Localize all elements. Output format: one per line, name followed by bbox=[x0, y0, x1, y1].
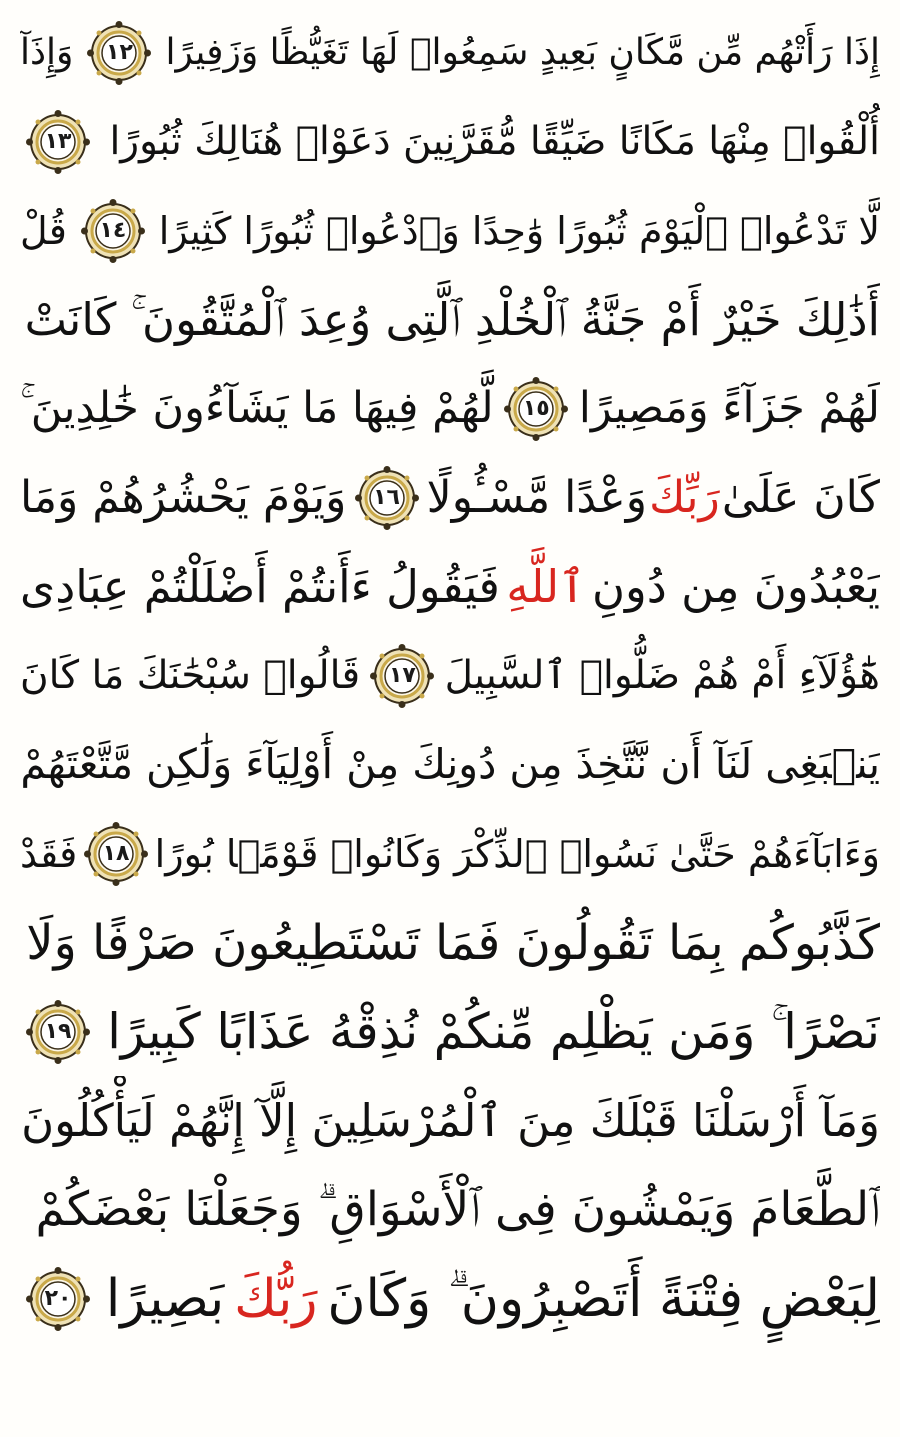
verse-line bbox=[20, 453, 880, 542]
verse-text: ٱلطَّعَامَ وَيَمْشُونَ فِى ٱلْأَسْوَاقِ ۗ وَجَعَلْنَا بَعْضَكُمْ bbox=[35, 1182, 880, 1237]
verse-line bbox=[20, 1254, 880, 1343]
verse-text: يَنۢبَغِى لَنَآ أَن نَّتَّخِذَ مِن دُونِكَ مِنْ أَوْلِيَآءَ وَلَٰكِن مَّتَّعْتَهُمْ bbox=[20, 740, 880, 788]
ayah-end-rosette-icon bbox=[81, 199, 145, 263]
verse-line bbox=[20, 186, 880, 275]
verse-line bbox=[20, 720, 880, 809]
ayah-number: ١٣ bbox=[44, 129, 72, 154]
verse-text: وَإِذَآ bbox=[20, 31, 74, 73]
verse-text: فَقَدْ bbox=[20, 831, 78, 876]
ayah-number: ٢٠ bbox=[44, 1286, 72, 1311]
ayah-end-rosette-icon bbox=[26, 1000, 90, 1064]
verse-line bbox=[20, 542, 880, 631]
verse-line bbox=[20, 898, 880, 987]
verse-text: قَالُوا۟ سُبْحَٰنَكَ مَا كَانَ bbox=[20, 653, 361, 698]
verse-text: لَهُمْ جَزَآءً وَمَصِيرًا bbox=[578, 383, 880, 433]
divine-name-text: رَبِّكَ bbox=[649, 471, 720, 523]
verse-line bbox=[20, 631, 880, 720]
ayah-number: ١٩ bbox=[44, 1019, 72, 1044]
verse-text: نَصْرًا ۚ وَمَن يَظْلِم مِّنكُمْ نُذِقْهُ عَذَابًا كَبِيرًا bbox=[107, 1003, 880, 1060]
ayah-number: ١٨ bbox=[102, 841, 130, 866]
ayah-number: ١٤ bbox=[99, 218, 127, 243]
verse-line bbox=[20, 97, 880, 186]
verse-line bbox=[20, 1076, 880, 1165]
verse-line bbox=[20, 1165, 880, 1254]
verse-text: أَذَٰلِكَ خَيْرٌ أَمْ جَنَّةُ ٱلْخُلْدِ ٱلَّتِى وُعِدَ ٱلْمُتَّقُونَ ۚ كَانَتْ bbox=[24, 293, 880, 346]
verse-text: هَٰٓؤُلَآءِ أَمْ هُمْ ضَلُّوا۟ ٱلسَّبِيلَ bbox=[444, 653, 880, 698]
ayah-end-rosette-icon bbox=[84, 822, 148, 886]
verse-text: وَعْدًا مَّسْـُٔولًا bbox=[426, 471, 647, 523]
verse-text: لَّا تَدْعُوا۟ ٱلْيَوْمَ ثُبُورًا وَٰحِدًا وَٱدْعُوا۟ ثُبُورًا كَثِيرًا bbox=[158, 208, 880, 253]
verse-line bbox=[20, 987, 880, 1076]
ayah-end-rosette-icon bbox=[504, 377, 568, 441]
ayah-number: ١٦ bbox=[373, 485, 400, 510]
verse-text: قُلْ bbox=[20, 208, 67, 253]
verse-text: كَانَ عَلَىٰ bbox=[721, 471, 880, 523]
verse-line bbox=[20, 275, 880, 364]
ayah-number: ١٢ bbox=[106, 40, 133, 65]
ayah-end-rosette-icon bbox=[26, 1267, 90, 1331]
verse-text: أُلْقُوا۟ مِنْهَا مَكَانًا ضَيِّقًا مُّقَرَّنِينَ دَعَوْا۟ هُنَالِكَ ثُبُورًا bbox=[109, 119, 880, 164]
verse-line bbox=[20, 364, 880, 453]
verse-text: وَمَآ أَرْسَلْنَا قَبْلَكَ مِنَ ٱلْمُرْسَلِينَ إِلَّآ إِنَّهُمْ لَيَأْكُلُونَ bbox=[21, 1094, 880, 1147]
verse-text: وَءَابَآءَهُمْ حَتَّىٰ نَسُوا۟ ٱلذِّكْرَ وَكَانُوا۟ قَوْمًۢا بُورًا bbox=[154, 831, 880, 876]
ayah-number: ١٥ bbox=[522, 396, 550, 421]
verse-text: يَعْبُدُونَ مِن دُونِ bbox=[592, 560, 880, 613]
verse-text: لِبَعْضٍ فِتْنَةً أَتَصْبِرُونَ ۗ وَكَانَ bbox=[327, 1268, 880, 1329]
ayah-end-rosette-icon bbox=[370, 644, 434, 708]
verse-text: كَذَّبُوكُم بِمَا تَقُولُونَ فَمَا تَسْتَطِيعُونَ صَرْفًا وَلَا bbox=[26, 914, 880, 971]
verse-text: لَّهُمْ فِيهَا مَا يَشَآءُونَ خَٰلِدِينَ ۚ bbox=[20, 383, 494, 433]
divine-name-text: رَبُّكَ bbox=[234, 1268, 318, 1329]
divine-name-text: ٱللَّهِ bbox=[506, 560, 586, 613]
verse-line bbox=[20, 8, 880, 97]
ayah-end-rosette-icon bbox=[87, 21, 151, 85]
verse-text: إِذَا رَأَتْهُم مِّن مَّكَانٍ بَعِيدٍ سَمِعُوا۟ لَهَا تَغَيُّظًا وَزَفِيرًا bbox=[165, 31, 880, 73]
verse-text: بَصِيرًا bbox=[105, 1268, 225, 1329]
verse-line bbox=[20, 809, 880, 898]
ayah-number: ١٧ bbox=[388, 663, 416, 688]
verse-text: فَيَقُولُ ءَأَنتُمْ أَضْلَلْتُمْ عِبَادِى bbox=[20, 560, 500, 613]
verse-lines bbox=[20, 8, 880, 1343]
ayah-end-rosette-icon bbox=[355, 466, 419, 530]
verse-text: وَيَوْمَ يَحْشُرُهُمْ وَمَا bbox=[20, 471, 347, 523]
ayah-end-rosette-icon bbox=[26, 110, 90, 174]
